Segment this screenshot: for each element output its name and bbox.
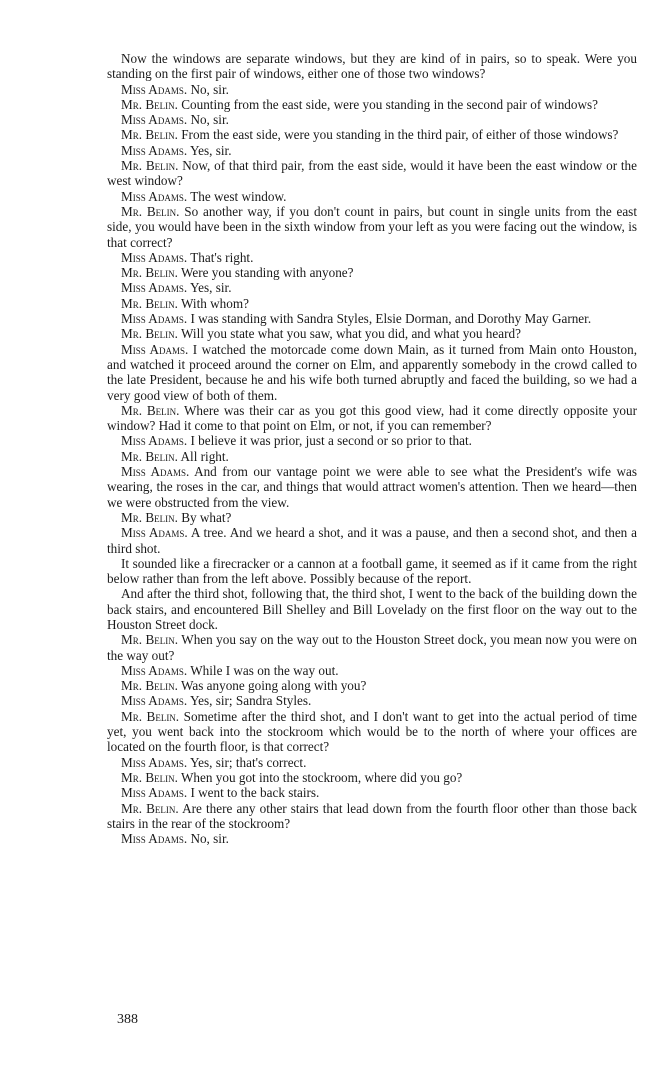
- speaker-name: Mr. Belin.: [121, 402, 180, 418]
- speaker-name: Miss Adams.: [121, 754, 188, 770]
- paragraph-text: So another way, if you don't count in pairs, but count in single units from the east side, you would have been in the sixth window from your left as you were facing out the window, is that correct?: [107, 203, 637, 250]
- paragraph-text: No, sir.: [190, 81, 229, 97]
- testimony-paragraph: [107, 632, 637, 663]
- testimony-paragraph: [107, 785, 637, 800]
- speaker-name: Mr. Belin.: [121, 678, 178, 694]
- paragraph-text: A tree. And we heard a shot, and it was a pause, and then a second shot, and then a third shot.: [107, 525, 637, 556]
- paragraph-text: Yes, sir.: [189, 280, 232, 296]
- testimony-paragraph: [107, 709, 637, 755]
- speaker-name: Mr. Belin.: [121, 632, 179, 648]
- speaker-name: Mr. Belin.: [121, 800, 179, 816]
- paragraph-text: From the east side, were you standing in the third pair, of either of those windows?: [181, 127, 619, 143]
- speaker-name: Mr. Belin.: [121, 295, 178, 311]
- paragraph-text: Where was their car as you got this good view, had it come directly opposite your window? Had it come to that point on Elm, or not, if you can remember?: [107, 402, 637, 434]
- testimony-paragraph: [107, 342, 637, 403]
- paragraph-text: Are there any other stairs that lead down from the fourth floor other than those back stairs in the rear of the stockroom?: [107, 800, 637, 831]
- paragraph-text: And from our vantage point we were able to see what the President's wife was wearing, the roses in the car, and things that would attract women's attention. Then we heard—then we were obstructed from the view.: [107, 464, 637, 510]
- testimony-paragraph: [107, 693, 637, 708]
- paragraph-text: It sounded like a firecracker or a cannon at a football game, it seemed as if it came from the right below rather than from the left above. Possibly because of the report.: [107, 555, 637, 587]
- testimony-paragraph: [107, 280, 637, 295]
- speaker-name: Mr. Belin.: [121, 509, 178, 525]
- speaker-name: Mr. Belin.: [121, 203, 180, 219]
- paragraph-text: Yes, sir.: [189, 142, 232, 158]
- speaker-name: Miss Adams.: [121, 311, 188, 327]
- speaker-name: Miss Adams.: [121, 112, 188, 128]
- paragraph-text: Sometime after the third shot, and I don't want to get into the actual period of time yet, you went back into the stockroom which would be to the north of where your offices are located on the fourth floor, is that correct?: [107, 708, 637, 755]
- paragraph-text: Now the windows are separate windows, but they are kind of in pairs, so to speak. Were you standing on the first pair of windows, either one of those two windows?: [107, 51, 637, 82]
- paragraph-text: Yes, sir; that's correct.: [189, 754, 307, 770]
- speaker-name: Mr. Belin.: [121, 265, 178, 281]
- speaker-name: Miss Adams.: [121, 142, 188, 158]
- testimony-paragraph: [107, 82, 637, 97]
- speaker-name: Miss Adams.: [121, 341, 189, 357]
- paragraph-text: When you got into the stockroom, where did you go?: [180, 769, 463, 785]
- testimony-paragraph: [107, 510, 637, 525]
- testimony-paragraph: [107, 189, 637, 204]
- paragraph-text: All right.: [180, 448, 229, 464]
- testimony-paragraph: [107, 525, 637, 556]
- speaker-name: Miss Adams.: [121, 81, 188, 97]
- paragraph-text: Yes, sir; Sandra Styles.: [189, 693, 312, 709]
- paragraph-text: I watched the motorcade come down Main, as it turned from Main onto Houston, and watched it proceed around the corner on Elm, and apparently somebody in the crowd called to the late President, because he and his wife both turned abruptly and faced the building, so we had a very good view of both of them.: [107, 341, 637, 403]
- testimony-paragraph: [107, 296, 637, 311]
- testimony-paragraph: [107, 678, 637, 693]
- testimony-paragraph: [107, 755, 637, 770]
- testimony-paragraph: [107, 556, 637, 587]
- paragraph-text: Now, of that third pair, from the east side, would it have been the east window or the west window?: [107, 158, 637, 189]
- paragraph-text: When you say on the way out to the Houston Street dock, you mean now you were on the way out?: [107, 632, 637, 663]
- testimony-paragraph: [107, 326, 637, 341]
- speaker-name: Miss Adams.: [121, 693, 188, 709]
- speaker-name: Miss Adams.: [121, 433, 188, 449]
- testimony-paragraph: [107, 97, 637, 112]
- testimony-paragraph: [107, 770, 637, 785]
- paragraph-text: Was anyone going along with you?: [180, 678, 367, 694]
- testimony-paragraph: [107, 464, 637, 510]
- speaker-name: Mr. Belin.: [121, 158, 179, 174]
- speaker-name: Mr. Belin.: [121, 708, 180, 724]
- speaker-name: Miss Adams.: [121, 188, 188, 204]
- paragraph-text: No, sir.: [190, 831, 229, 847]
- testimony-paragraph: [107, 250, 637, 265]
- paragraph-text: While I was on the way out.: [190, 662, 339, 678]
- speaker-name: Miss Adams.: [121, 831, 188, 847]
- testimony-paragraph: [107, 663, 637, 678]
- page-number: 388: [117, 1012, 138, 1027]
- testimony-paragraph: [107, 311, 637, 326]
- testimony-paragraph: [107, 127, 637, 142]
- speaker-name: Miss Adams.: [121, 785, 188, 801]
- testimony-paragraph: [107, 449, 637, 464]
- speaker-name: Mr. Belin.: [121, 448, 178, 464]
- testimony-paragraph: [107, 831, 637, 846]
- testimony-paragraph: [107, 143, 637, 158]
- paragraph-text: The west window.: [190, 188, 287, 204]
- speaker-name: Mr. Belin.: [121, 769, 178, 785]
- testimony-paragraph: [107, 801, 637, 832]
- speaker-name: Mr. Belin.: [121, 127, 178, 143]
- speaker-name: Mr. Belin.: [121, 326, 178, 342]
- testimony-paragraph: [107, 204, 637, 250]
- speaker-name: Miss Adams.: [121, 249, 188, 265]
- speaker-name: Miss Adams.: [121, 662, 188, 678]
- testimony-paragraph: [107, 51, 637, 82]
- paragraph-text: With whom?: [180, 295, 249, 311]
- paragraph-text: That's right.: [190, 249, 254, 265]
- paragraph-text: I believe it was prior, just a second or so prior to that.: [190, 433, 472, 449]
- testimony-paragraph: [107, 112, 637, 127]
- testimony-paragraph: [107, 265, 637, 280]
- paragraph-text: And after the third shot, following that, the third shot, I went to the back of the building down the back stairs, and encountered Bill Shelley and Bill Lovelady on the first floor on the way out to the Houston Street dock.: [107, 586, 637, 632]
- testimony-paragraph: [107, 158, 637, 189]
- speaker-name: Miss Adams.: [121, 464, 190, 480]
- paragraph-text: Were you standing with anyone?: [180, 265, 354, 281]
- testimony-paragraph: [107, 586, 637, 632]
- paragraph-text: I was standing with Sandra Styles, Elsie Dorman, and Dorothy May Garner.: [190, 311, 592, 327]
- paragraph-text: By what?: [181, 509, 232, 525]
- speaker-name: Miss Adams.: [121, 525, 188, 541]
- transcript-body: [107, 51, 637, 846]
- speaker-name: Mr. Belin.: [121, 96, 178, 112]
- paragraph-text: Counting from the east side, were you standing in the second pair of windows?: [181, 96, 599, 112]
- speaker-name: Miss Adams.: [121, 280, 188, 296]
- paragraph-text: Will you state what you saw, what you did, and what you heard?: [180, 326, 521, 342]
- paragraph-text: I went to the back stairs.: [190, 785, 320, 801]
- testimony-paragraph: [107, 433, 637, 448]
- testimony-paragraph: [107, 403, 637, 434]
- paragraph-text: No, sir.: [190, 112, 229, 128]
